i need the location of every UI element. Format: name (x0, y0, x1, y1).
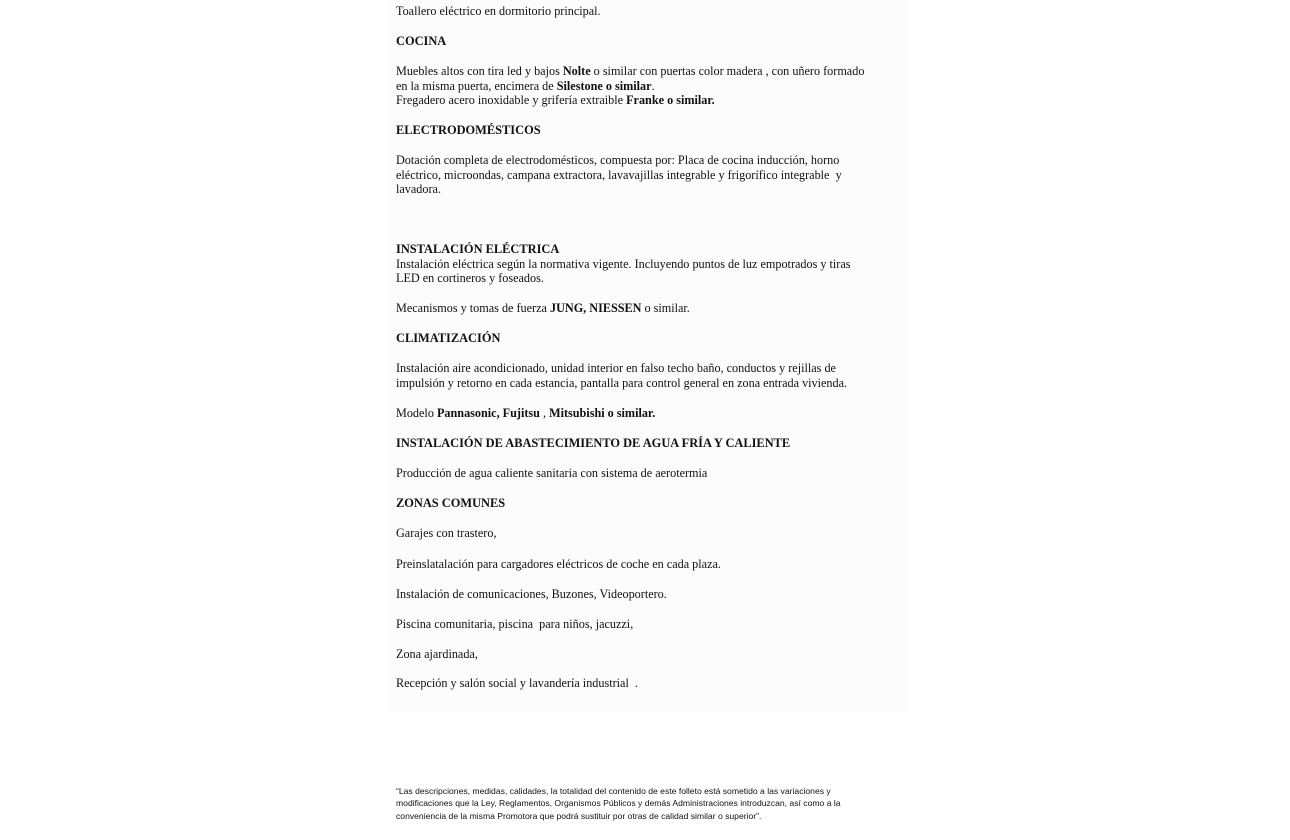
section-heading-cocina: COCINA (396, 34, 447, 48)
legal-disclaimer (396, 785, 841, 822)
zonas-item-piscina: Piscina comunitaria, piscina para niños, jacuzzi, (396, 617, 634, 631)
section-heading-electrodomesticos: ELECTRODOMÉSTICOS (396, 123, 541, 137)
disclaimer-line-3: conveniencia de la misma Promotora que podrá sustituir por otras de calidad similar o superior”. (396, 810, 762, 821)
intro-text: Toallero eléctrico en dormitorio principal. (396, 4, 601, 18)
cocina-paragraph-line-3: Fregadero acero inoxidable y grifería extraible Franke o similar. (396, 93, 715, 107)
section-heading-climatizacion: CLIMATIZACIÓN (396, 331, 501, 345)
zonas-item-comunicaciones: Instalación de comunicaciones, Buzones, Videoportero. (396, 587, 667, 601)
electrica-mecanismos: Mecanismos y tomas de fuerza JUNG, NIESSEN o similar. (396, 301, 690, 315)
electrica-line-2: LED en cortineros y foseados. (396, 271, 544, 285)
agua-line: Producción de agua caliente sanitaria con sistema de aerotermia (396, 466, 708, 480)
zonas-item-cargadores: Preinslatalación para cargadores eléctricos de coche en cada plaza. (396, 557, 721, 571)
zonas-item-garajes: Garajes con trastero, (396, 526, 497, 540)
climatizacion-line-1: Instalación aire acondicionado, unidad interior en falso techo baño, conductos y rejillas de (396, 361, 836, 375)
climatizacion-line-2: impulsión y retorno en cada estancia, pantalla para control general en zona entrada vivienda. (396, 376, 848, 390)
electrodomesticos-line-1: Dotación completa de electrodomésticos, compuesta por: Placa de cocina inducción, horno (396, 153, 840, 167)
section-heading-zonas-comunes: ZONAS COMUNES (396, 496, 506, 510)
zonas-item-recepcion: Recepción y salón social y lavandería industrial . (396, 676, 638, 690)
section-heading-agua: INSTALACIÓN DE ABASTECIMIENTO DE AGUA FRÍA Y CALIENTE (396, 436, 791, 450)
disclaimer-line-2: modificaciones que la Ley, Reglamentos, Organismos Públicos y demás Administraciones introduzcan, así como a la (396, 798, 841, 809)
electrica-line-1: Instalación eléctrica según la normativa vigente. Incluyendo puntos de luz empotrados y tiras (396, 256, 851, 271)
electrodomesticos-line-2: eléctrico, microondas, campana extractora, lavavajillas integrable y frigorífico integrable y (396, 167, 842, 182)
zonas-item-zona-ajardinada: Zona ajardinada, (396, 647, 478, 661)
electrodomesticos-line-3: lavadora. (396, 182, 442, 196)
cocina-paragraph-line-1: Muebles altos con tira led y bajos Nolte o similar con puertas color madera , con uñero formado (396, 64, 865, 78)
section-heading-instalacion-electrica: INSTALACIÓN ELÉCTRICA (396, 242, 560, 256)
cocina-paragraph-line-2: en la misma puerta, encimera de Silestone o similar. (396, 78, 655, 93)
climatizacion-modelo: Modelo Pannasonic, Fujitsu , Mitsubishi o similar. (396, 406, 656, 420)
disclaimer-line-1: “Las descripciones, medidas, calidades, la totalidad del contenido de este folleto está sometido a las variaciones y (396, 786, 831, 796)
